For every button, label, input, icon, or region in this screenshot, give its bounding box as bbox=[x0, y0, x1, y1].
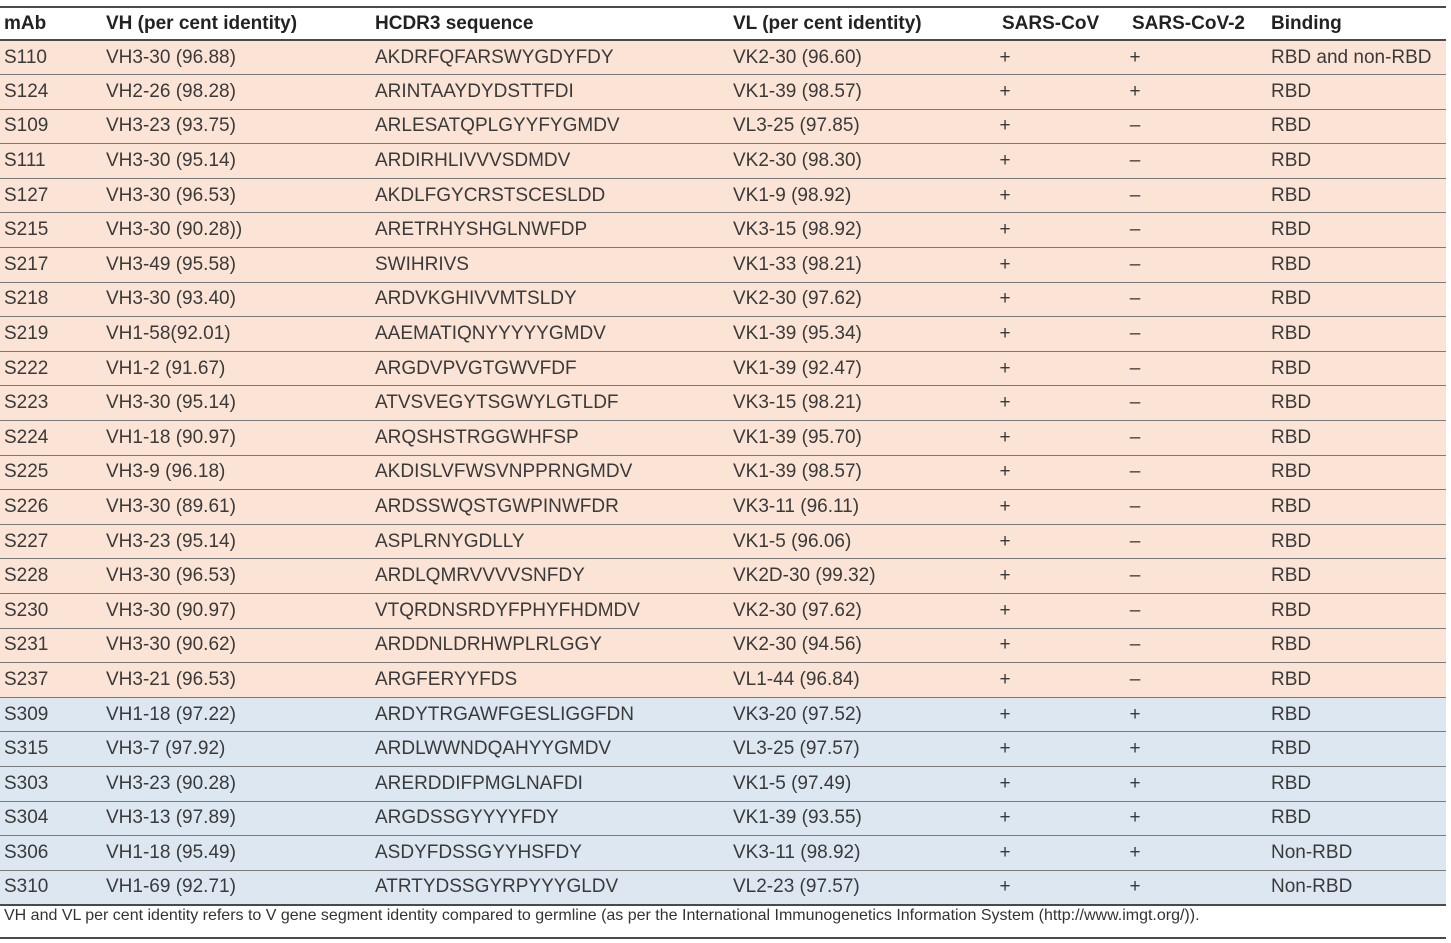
reactivity-symbol: + bbox=[999, 80, 1011, 102]
reactivity-symbol: + bbox=[999, 530, 1011, 552]
reactivity-symbol: + bbox=[1129, 876, 1141, 898]
cell-binding: RBD bbox=[1267, 282, 1446, 317]
cell-mab: S109 bbox=[0, 109, 102, 144]
reactivity-symbol: + bbox=[999, 772, 1011, 794]
cell-sars-cov-2 bbox=[1128, 386, 1267, 421]
cell-vl: VK2-30 (97.62) bbox=[729, 594, 998, 629]
table-row bbox=[0, 213, 1446, 248]
cell-vl: VK1-5 (97.49) bbox=[729, 766, 998, 801]
cell-sars-cov-2 bbox=[1128, 559, 1267, 594]
reactivity-symbol: + bbox=[999, 599, 1011, 621]
reactivity-symbol: + bbox=[999, 392, 1011, 414]
cell-sars-cov-2 bbox=[1128, 455, 1267, 490]
cell-sars-cov bbox=[998, 317, 1128, 352]
cell-sars-cov-2 bbox=[1128, 524, 1267, 559]
cell-vl: VK3-15 (98.92) bbox=[729, 213, 998, 248]
reactivity-symbol: + bbox=[1129, 738, 1141, 760]
table-row bbox=[0, 628, 1446, 663]
cell-binding: RBD bbox=[1267, 766, 1446, 801]
table-row bbox=[0, 248, 1446, 283]
cell-sars-cov bbox=[998, 836, 1128, 871]
reactivity-symbol: – bbox=[1129, 634, 1141, 656]
cell-sars-cov-2 bbox=[1128, 282, 1267, 317]
cell-hcdr3: AAEMATIQNYYYYYGMDV bbox=[371, 317, 729, 352]
reactivity-symbol: – bbox=[1129, 357, 1141, 379]
table-row bbox=[0, 351, 1446, 386]
cell-mab: S124 bbox=[0, 75, 102, 110]
cell-vl: VK1-9 (98.92) bbox=[729, 178, 998, 213]
cell-sars-cov bbox=[998, 386, 1128, 421]
reactivity-symbol: + bbox=[1129, 841, 1141, 863]
cell-binding: RBD bbox=[1267, 697, 1446, 732]
cell-mab: S226 bbox=[0, 490, 102, 525]
cell-mab: S309 bbox=[0, 697, 102, 732]
cell-hcdr3: ARDIRHLIVVVSDMDV bbox=[371, 144, 729, 179]
reactivity-symbol: + bbox=[999, 461, 1011, 483]
cell-binding: RBD bbox=[1267, 386, 1446, 421]
cell-binding: RBD bbox=[1267, 317, 1446, 352]
table-row bbox=[0, 317, 1446, 352]
reactivity-symbol: + bbox=[999, 46, 1011, 68]
cell-vh: VH1-2 (91.67) bbox=[102, 351, 371, 386]
cell-sars-cov-2 bbox=[1128, 248, 1267, 283]
cell-vl: VK1-39 (98.57) bbox=[729, 455, 998, 490]
cell-sars-cov-2 bbox=[1128, 663, 1267, 698]
cell-sars-cov bbox=[998, 178, 1128, 213]
cell-vl: VK2-30 (94.56) bbox=[729, 628, 998, 663]
cell-sars-cov-2 bbox=[1128, 732, 1267, 767]
cell-mab: S310 bbox=[0, 870, 102, 905]
cell-vl: VK1-33 (98.21) bbox=[729, 248, 998, 283]
cell-hcdr3: ATRTYDSSGYRPYYYGLDV bbox=[371, 870, 729, 905]
cell-sars-cov bbox=[998, 732, 1128, 767]
cell-vh: VH3-21 (96.53) bbox=[102, 663, 371, 698]
cell-sars-cov bbox=[998, 766, 1128, 801]
cell-hcdr3: ARDYTRGAWFGESLIGGFDN bbox=[371, 697, 729, 732]
cell-mab: S217 bbox=[0, 248, 102, 283]
cell-hcdr3: ARETRHYSHGLNWFDP bbox=[371, 213, 729, 248]
cell-mab: S219 bbox=[0, 317, 102, 352]
reactivity-symbol: – bbox=[1129, 219, 1141, 241]
cell-sars-cov-2 bbox=[1128, 40, 1267, 75]
table-row bbox=[0, 663, 1446, 698]
table-row bbox=[0, 801, 1446, 836]
cell-binding: RBD bbox=[1267, 455, 1446, 490]
reactivity-symbol: – bbox=[1129, 392, 1141, 414]
reactivity-symbol: – bbox=[1129, 426, 1141, 448]
reactivity-symbol: + bbox=[1129, 80, 1141, 102]
cell-mab: S110 bbox=[0, 40, 102, 75]
cell-vh: VH1-58(92.01) bbox=[102, 317, 371, 352]
cell-hcdr3: AKDISLVFWSVNPPRNGMDV bbox=[371, 455, 729, 490]
cell-sars-cov bbox=[998, 594, 1128, 629]
reactivity-symbol: + bbox=[999, 807, 1011, 829]
cell-sars-cov bbox=[998, 697, 1128, 732]
cell-hcdr3: ARDSSWQSTGWPINWFDR bbox=[371, 490, 729, 525]
cell-vh: VH1-69 (92.71) bbox=[102, 870, 371, 905]
cell-sars-cov-2 bbox=[1128, 421, 1267, 456]
cell-vl: VL3-25 (97.85) bbox=[729, 109, 998, 144]
reactivity-symbol: – bbox=[1129, 599, 1141, 621]
reactivity-symbol: + bbox=[999, 703, 1011, 725]
cell-hcdr3: ARDDNLDRHWPLRLGGY bbox=[371, 628, 729, 663]
cell-binding: Non-RBD bbox=[1267, 870, 1446, 905]
cell-vh: VH3-9 (96.18) bbox=[102, 455, 371, 490]
reactivity-symbol: + bbox=[999, 288, 1011, 310]
cell-vl: VL1-44 (96.84) bbox=[729, 663, 998, 698]
reactivity-symbol: – bbox=[1129, 184, 1141, 206]
cell-mab: S223 bbox=[0, 386, 102, 421]
cell-binding: RBD bbox=[1267, 109, 1446, 144]
table-row bbox=[0, 559, 1446, 594]
reactivity-symbol: – bbox=[1129, 150, 1141, 172]
cell-sars-cov-2 bbox=[1128, 628, 1267, 663]
cell-binding: RBD bbox=[1267, 351, 1446, 386]
reactivity-symbol: – bbox=[1129, 253, 1141, 275]
table-row bbox=[0, 178, 1446, 213]
header-sars-cov: SARS-CoV bbox=[998, 7, 1128, 40]
cell-mab: S227 bbox=[0, 524, 102, 559]
cell-mab: S237 bbox=[0, 663, 102, 698]
cell-vh: VH3-30 (95.14) bbox=[102, 144, 371, 179]
table-row bbox=[0, 40, 1446, 75]
cell-vh: VH1-18 (90.97) bbox=[102, 421, 371, 456]
reactivity-symbol: + bbox=[999, 634, 1011, 656]
cell-hcdr3: ASPLRNYGDLLY bbox=[371, 524, 729, 559]
cell-sars-cov-2 bbox=[1128, 766, 1267, 801]
cell-vl: VK1-39 (98.57) bbox=[729, 75, 998, 110]
cell-vl: VK3-11 (98.92) bbox=[729, 836, 998, 871]
cell-binding: RBD bbox=[1267, 75, 1446, 110]
cell-binding: RBD bbox=[1267, 490, 1446, 525]
cell-sars-cov bbox=[998, 109, 1128, 144]
table-body bbox=[0, 40, 1446, 905]
table-row bbox=[0, 836, 1446, 871]
cell-binding: RBD bbox=[1267, 421, 1446, 456]
reactivity-symbol: + bbox=[999, 738, 1011, 760]
cell-hcdr3: ARDVKGHIVVMTSLDY bbox=[371, 282, 729, 317]
cell-mab: S231 bbox=[0, 628, 102, 663]
cell-sars-cov bbox=[998, 40, 1128, 75]
cell-vl: VK1-39 (93.55) bbox=[729, 801, 998, 836]
header-row bbox=[0, 7, 1446, 40]
reactivity-symbol: – bbox=[1129, 565, 1141, 587]
cell-sars-cov-2 bbox=[1128, 594, 1267, 629]
cell-sars-cov bbox=[998, 524, 1128, 559]
cell-sars-cov bbox=[998, 559, 1128, 594]
cell-binding: RBD bbox=[1267, 594, 1446, 629]
cell-vl: VL3-25 (97.57) bbox=[729, 732, 998, 767]
reactivity-symbol: + bbox=[999, 565, 1011, 587]
cell-sars-cov bbox=[998, 282, 1128, 317]
cell-mab: S215 bbox=[0, 213, 102, 248]
cell-hcdr3: ARGDVPVGTGWVFDF bbox=[371, 351, 729, 386]
cell-vh: VH3-30 (95.14) bbox=[102, 386, 371, 421]
table-row bbox=[0, 697, 1446, 732]
cell-vh: VH1-18 (95.49) bbox=[102, 836, 371, 871]
cell-hcdr3: ARDLQMRVVVVSNFDY bbox=[371, 559, 729, 594]
reactivity-symbol: + bbox=[999, 253, 1011, 275]
reactivity-symbol: – bbox=[1129, 461, 1141, 483]
cell-binding: RBD bbox=[1267, 248, 1446, 283]
cell-vl: VK3-20 (97.52) bbox=[729, 697, 998, 732]
cell-vl: VK2D-30 (99.32) bbox=[729, 559, 998, 594]
table-row bbox=[0, 766, 1446, 801]
cell-sars-cov-2 bbox=[1128, 801, 1267, 836]
cell-vl: VK2-30 (96.60) bbox=[729, 40, 998, 75]
table-row bbox=[0, 144, 1446, 179]
table-row bbox=[0, 490, 1446, 525]
cell-sars-cov bbox=[998, 213, 1128, 248]
reactivity-symbol: + bbox=[1129, 807, 1141, 829]
header-sars-cov-2: SARS-CoV-2 bbox=[1128, 7, 1267, 40]
cell-vl: VK1-39 (95.70) bbox=[729, 421, 998, 456]
cell-mab: S111 bbox=[0, 144, 102, 179]
cell-mab: S306 bbox=[0, 836, 102, 871]
cell-sars-cov-2 bbox=[1128, 213, 1267, 248]
cell-hcdr3: AKDRFQFARSWYGDYFDY bbox=[371, 40, 729, 75]
cell-vl: VK3-15 (98.21) bbox=[729, 386, 998, 421]
cell-vh: VH2-26 (98.28) bbox=[102, 75, 371, 110]
cell-hcdr3: VTQRDNSRDYFPHYFHDMDV bbox=[371, 594, 729, 629]
cell-vh: VH3-30 (90.97) bbox=[102, 594, 371, 629]
cell-sars-cov bbox=[998, 455, 1128, 490]
cell-vh: VH3-30 (93.40) bbox=[102, 282, 371, 317]
reactivity-symbol: – bbox=[1129, 668, 1141, 690]
cell-hcdr3: ARINTAAYDYDSTTFDI bbox=[371, 75, 729, 110]
cell-vl: VK1-39 (95.34) bbox=[729, 317, 998, 352]
cell-binding: RBD bbox=[1267, 801, 1446, 836]
cell-sars-cov bbox=[998, 870, 1128, 905]
header-hcdr3: HCDR3 sequence bbox=[371, 7, 729, 40]
reactivity-symbol: + bbox=[999, 426, 1011, 448]
header-mab: mAb bbox=[0, 7, 102, 40]
cell-hcdr3: AKDLFGYCRSTSCESLDD bbox=[371, 178, 729, 213]
cell-binding: RBD bbox=[1267, 663, 1446, 698]
cell-hcdr3: ARGFERYYFDS bbox=[371, 663, 729, 698]
header-binding: Binding bbox=[1267, 7, 1446, 40]
table-footnote: VH and VL per cent identity refers to V gene segment identity compared to germline (as per the International Immunogenetics Information System (http://www.imgt.org/)). bbox=[4, 907, 1200, 924]
table-row bbox=[0, 524, 1446, 559]
cell-sars-cov bbox=[998, 75, 1128, 110]
cell-vh: VH3-23 (95.14) bbox=[102, 524, 371, 559]
cell-sars-cov-2 bbox=[1128, 351, 1267, 386]
reactivity-symbol: + bbox=[999, 876, 1011, 898]
cell-mab: S222 bbox=[0, 351, 102, 386]
cell-vl: VK1-5 (96.06) bbox=[729, 524, 998, 559]
cell-sars-cov bbox=[998, 248, 1128, 283]
reactivity-symbol: – bbox=[1129, 288, 1141, 310]
cell-hcdr3: ATVSVEGYTSGWYLGTLDF bbox=[371, 386, 729, 421]
reactivity-symbol: + bbox=[1129, 46, 1141, 68]
cell-hcdr3: ARGDSSGYYYYFDY bbox=[371, 801, 729, 836]
bottom-rule bbox=[0, 937, 1446, 939]
cell-mab: S127 bbox=[0, 178, 102, 213]
cell-vl: VK2-30 (97.62) bbox=[729, 282, 998, 317]
cell-binding: RBD bbox=[1267, 559, 1446, 594]
reactivity-symbol: + bbox=[999, 219, 1011, 241]
cell-mab: S304 bbox=[0, 801, 102, 836]
cell-sars-cov bbox=[998, 663, 1128, 698]
cell-vh: VH3-7 (97.92) bbox=[102, 732, 371, 767]
cell-hcdr3: ARLESATQPLGYYFYGMDV bbox=[371, 109, 729, 144]
cell-sars-cov-2 bbox=[1128, 75, 1267, 110]
reactivity-symbol: + bbox=[999, 150, 1011, 172]
cell-sars-cov-2 bbox=[1128, 109, 1267, 144]
cell-hcdr3: ASDYFDSSGYYHSFDY bbox=[371, 836, 729, 871]
cell-sars-cov-2 bbox=[1128, 870, 1267, 905]
cell-sars-cov bbox=[998, 801, 1128, 836]
cell-binding: RBD bbox=[1267, 524, 1446, 559]
reactivity-symbol: + bbox=[999, 841, 1011, 863]
cell-vh: VH3-30 (96.53) bbox=[102, 178, 371, 213]
table-row bbox=[0, 386, 1446, 421]
reactivity-symbol: + bbox=[999, 357, 1011, 379]
header-vh: VH (per cent identity) bbox=[102, 7, 371, 40]
cell-sars-cov-2 bbox=[1128, 490, 1267, 525]
cell-sars-cov-2 bbox=[1128, 697, 1267, 732]
reactivity-symbol: – bbox=[1129, 496, 1141, 518]
cell-binding: RBD bbox=[1267, 178, 1446, 213]
cell-vh: VH3-49 (95.58) bbox=[102, 248, 371, 283]
cell-hcdr3: ARQSHSTRGGWHFSP bbox=[371, 421, 729, 456]
table-row bbox=[0, 594, 1446, 629]
cell-mab: S218 bbox=[0, 282, 102, 317]
cell-vh: VH3-30 (96.88) bbox=[102, 40, 371, 75]
cell-sars-cov bbox=[998, 628, 1128, 663]
reactivity-symbol: + bbox=[999, 668, 1011, 690]
cell-hcdr3: ARERDDIFPMGLNAFDI bbox=[371, 766, 729, 801]
cell-vh: VH3-30 (90.28)) bbox=[102, 213, 371, 248]
cell-hcdr3: SWIHRIVS bbox=[371, 248, 729, 283]
cell-sars-cov-2 bbox=[1128, 178, 1267, 213]
table-row bbox=[0, 109, 1446, 144]
cell-vl: VK3-11 (96.11) bbox=[729, 490, 998, 525]
cell-mab: S230 bbox=[0, 594, 102, 629]
cell-sars-cov bbox=[998, 144, 1128, 179]
reactivity-symbol: + bbox=[999, 496, 1011, 518]
antibody-table bbox=[0, 6, 1446, 906]
reactivity-symbol: + bbox=[999, 323, 1011, 345]
cell-vh: VH3-13 (97.89) bbox=[102, 801, 371, 836]
cell-vh: VH1-18 (97.22) bbox=[102, 697, 371, 732]
cell-vl: VL2-23 (97.57) bbox=[729, 870, 998, 905]
cell-binding: RBD bbox=[1267, 628, 1446, 663]
cell-binding: Non-RBD bbox=[1267, 836, 1446, 871]
table-row bbox=[0, 421, 1446, 456]
cell-binding: RBD bbox=[1267, 144, 1446, 179]
cell-binding: RBD and non-RBD bbox=[1267, 40, 1446, 75]
cell-vl: VK1-39 (92.47) bbox=[729, 351, 998, 386]
cell-sars-cov bbox=[998, 421, 1128, 456]
table-row bbox=[0, 870, 1446, 905]
cell-vl: VK2-30 (98.30) bbox=[729, 144, 998, 179]
cell-binding: RBD bbox=[1267, 732, 1446, 767]
cell-mab: S228 bbox=[0, 559, 102, 594]
cell-mab: S315 bbox=[0, 732, 102, 767]
table-row bbox=[0, 732, 1446, 767]
reactivity-symbol: – bbox=[1129, 530, 1141, 552]
cell-sars-cov-2 bbox=[1128, 317, 1267, 352]
cell-sars-cov-2 bbox=[1128, 836, 1267, 871]
header-vl: VL (per cent identity) bbox=[729, 7, 998, 40]
table-row bbox=[0, 282, 1446, 317]
cell-vh: VH3-30 (89.61) bbox=[102, 490, 371, 525]
cell-sars-cov-2 bbox=[1128, 144, 1267, 179]
reactivity-symbol: + bbox=[1129, 703, 1141, 725]
cell-vh: VH3-30 (90.62) bbox=[102, 628, 371, 663]
cell-sars-cov bbox=[998, 490, 1128, 525]
cell-vh: VH3-30 (96.53) bbox=[102, 559, 371, 594]
cell-hcdr3: ARDLWWNDQAHYYGMDV bbox=[371, 732, 729, 767]
cell-sars-cov bbox=[998, 351, 1128, 386]
reactivity-symbol: + bbox=[1129, 772, 1141, 794]
cell-mab: S303 bbox=[0, 766, 102, 801]
cell-vh: VH3-23 (90.28) bbox=[102, 766, 371, 801]
cell-vh: VH3-23 (93.75) bbox=[102, 109, 371, 144]
reactivity-symbol: + bbox=[999, 184, 1011, 206]
table-row bbox=[0, 455, 1446, 490]
table-row bbox=[0, 75, 1446, 110]
cell-mab: S224 bbox=[0, 421, 102, 456]
cell-mab: S225 bbox=[0, 455, 102, 490]
reactivity-symbol: – bbox=[1129, 115, 1141, 137]
cell-binding: RBD bbox=[1267, 213, 1446, 248]
reactivity-symbol: + bbox=[999, 115, 1011, 137]
reactivity-symbol: – bbox=[1129, 323, 1141, 345]
